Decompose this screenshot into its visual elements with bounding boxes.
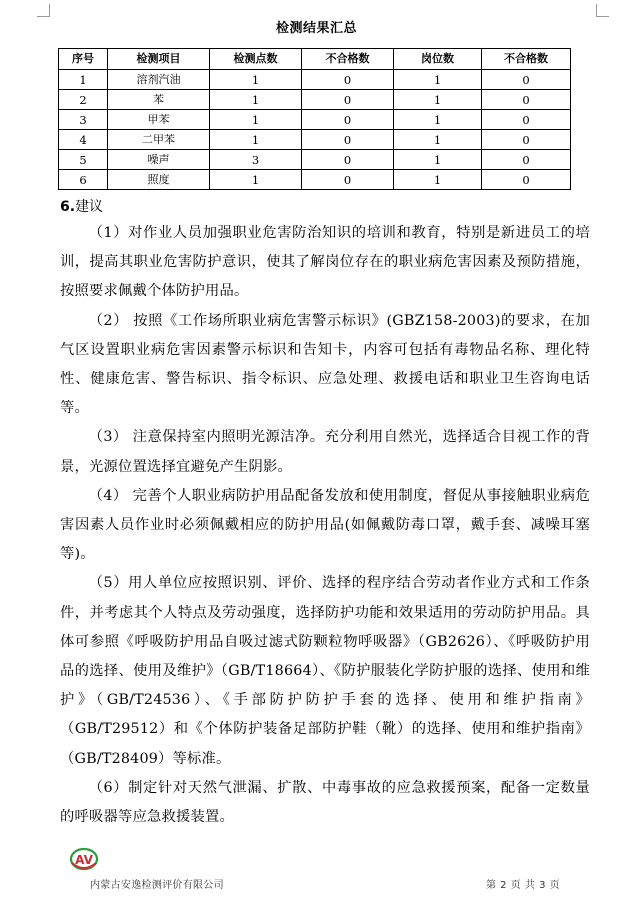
cell-seq: 2 bbox=[59, 90, 108, 110]
table-row bbox=[59, 130, 571, 150]
header-unqualified-points: 不合格数 bbox=[302, 49, 394, 70]
paragraph: （1）对作业人员加强职业危害防治知识的培训和教育，特别是新进员工的培训，提高其职业危害防护意识，使其了解岗位存在的职业病危害因素及预防措施，按照要求佩戴个体防护用品。 bbox=[60, 225, 590, 300]
cell-unqualified-posts: 0 bbox=[482, 70, 571, 90]
section-title: 建议 bbox=[75, 199, 104, 215]
cell-unqualified-posts: 0 bbox=[482, 150, 571, 170]
cell-unqualified-posts: 0 bbox=[482, 170, 571, 190]
section-heading bbox=[60, 196, 103, 216]
paragraph: （4） 完善个人职业病防护用品配备发放和使用制度，督促从事接触职业病危害因素人员作业时必须佩戴相应的防护用品(如佩戴防毒口罩，戴手套、减噪耳塞等)。 bbox=[60, 487, 590, 563]
cell-item: 二甲苯 bbox=[108, 130, 210, 150]
cell-unqualified-points: 0 bbox=[302, 90, 394, 110]
table-row bbox=[59, 90, 571, 110]
cell-posts: 1 bbox=[394, 110, 482, 130]
table-header-row bbox=[59, 49, 571, 70]
company-logo bbox=[68, 846, 100, 874]
cell-seq: 5 bbox=[59, 150, 108, 170]
cell-posts: 1 bbox=[394, 90, 482, 110]
cell-unqualified-points: 0 bbox=[302, 130, 394, 150]
cell-seq: 1 bbox=[59, 70, 108, 90]
cell-posts: 1 bbox=[394, 130, 482, 150]
document-title: 检测结果汇总 bbox=[275, 21, 357, 36]
cell-points: 1 bbox=[210, 90, 302, 110]
margin-corner-top-right bbox=[596, 4, 609, 17]
cell-unqualified-points: 0 bbox=[302, 170, 394, 190]
cell-unqualified-posts: 0 bbox=[482, 130, 571, 150]
cell-posts: 1 bbox=[394, 170, 482, 190]
header-points: 检测点数 bbox=[210, 49, 302, 70]
header-posts: 岗位数 bbox=[394, 49, 482, 70]
header-item: 检测项目 bbox=[108, 49, 210, 70]
table-row bbox=[59, 150, 571, 170]
cell-points: 1 bbox=[210, 170, 302, 190]
cell-unqualified-points: 0 bbox=[302, 70, 394, 90]
cell-points: 1 bbox=[210, 130, 302, 150]
paragraph: （6）制定针对天然气泄漏、扩散、中毒事故的应急救援预案，配备一定数量的呼吸器等应急救援装置。 bbox=[60, 779, 590, 826]
footer-company-name: 内蒙古安逸检测评价有限公司 bbox=[90, 880, 224, 891]
cell-seq: 6 bbox=[59, 170, 108, 190]
paragraph: （2） 按照《工作场所职业病危害警示标识》(GBZ158-2003)的要求，在加气区设置职业病危害因素警示标识和告知卡，内容可包括有毒物品名称、理化特性、健康危害、警告标识、指令标识、应急处理、救援电话和职业卫生咨询电话等。 bbox=[60, 312, 590, 417]
recommendations-body bbox=[60, 219, 590, 832]
table-row bbox=[59, 170, 571, 190]
cell-item: 噪声 bbox=[108, 150, 210, 170]
cell-points: 1 bbox=[210, 110, 302, 130]
cell-item: 照度 bbox=[108, 170, 210, 190]
header-seq: 序号 bbox=[59, 49, 108, 70]
cell-posts: 1 bbox=[394, 70, 482, 90]
section-number: 6. bbox=[60, 199, 76, 215]
cell-unqualified-posts: 0 bbox=[482, 110, 571, 130]
cell-item: 苯 bbox=[108, 90, 210, 110]
cell-points: 1 bbox=[210, 70, 302, 90]
cell-unqualified-points: 0 bbox=[302, 150, 394, 170]
logo-text: AV bbox=[75, 853, 93, 867]
table-row bbox=[59, 70, 571, 90]
cell-points: 3 bbox=[210, 150, 302, 170]
cell-item: 甲苯 bbox=[108, 110, 210, 130]
cell-seq: 3 bbox=[59, 110, 108, 130]
table-row bbox=[59, 110, 571, 130]
results-table bbox=[58, 48, 571, 190]
cell-posts: 1 bbox=[394, 150, 482, 170]
footer-page-number: 第 2 页 共 3 页 bbox=[486, 880, 561, 891]
header-unqualified-posts: 不合格数 bbox=[482, 49, 571, 70]
cell-item: 溶剂汽油 bbox=[108, 70, 210, 90]
cell-unqualified-posts: 0 bbox=[482, 90, 571, 110]
margin-corner-top-left bbox=[37, 4, 50, 17]
cell-unqualified-points: 0 bbox=[302, 110, 394, 130]
cell-seq: 4 bbox=[59, 130, 108, 150]
paragraph: （5）用人单位应按照识别、评价、选择的程序结合劳动者作业方式和工作条件，并考虑其个人特点及劳动强度，选择防护功能和效果适用的劳动防护用品。具体可参照《呼吸防护用品自吸过滤式防颗粒物呼吸器》（GB2626）、《呼吸防护用品的选择、使用及维护》（GB/T18664）、《防护服装化学防护服的选择、使用和维护》（GB/T24536）、《手部防护防护手套的选择、使用和维护指南》（GB/T29512）和《个体防护装备足部防护鞋（靴）的选择、使用和维护指南》（GB/T28409）等标准。 bbox=[60, 575, 590, 767]
paragraph: （3） 注意保持室内照明光源洁净。充分利用自然光，选择适合目视工作的背景，光源位置选择宜避免产生阴影。 bbox=[60, 429, 590, 475]
